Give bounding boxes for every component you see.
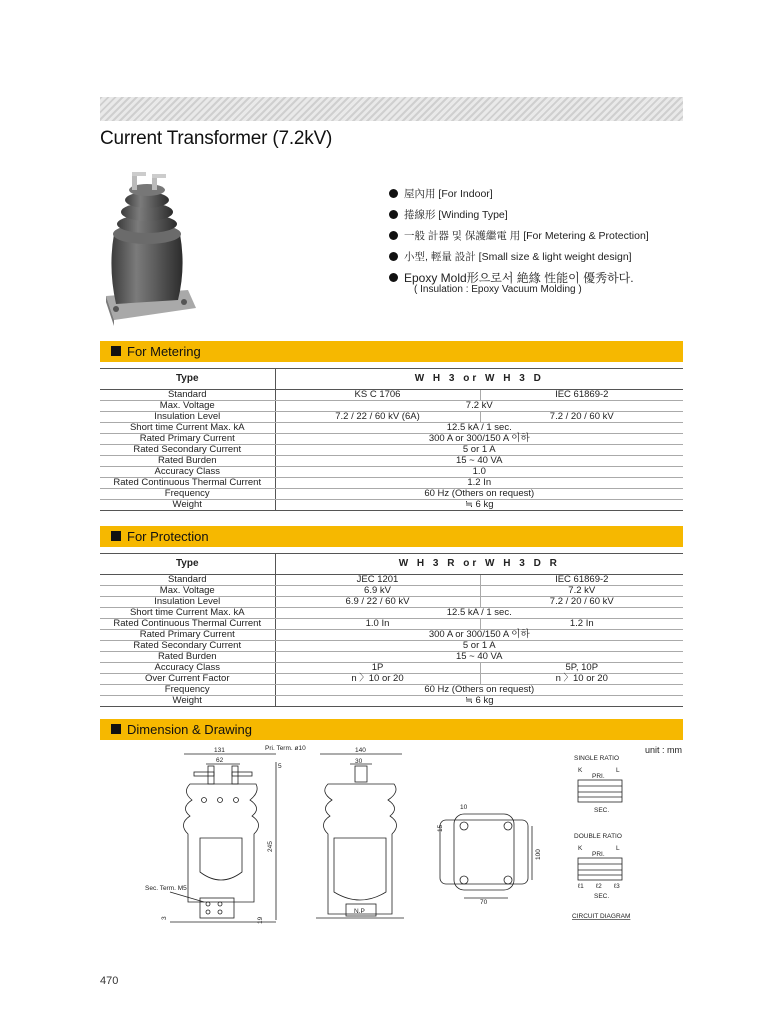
page-title: Current Transformer (7.2kV)	[100, 128, 333, 149]
table-row: Rated Secondary Current 5 or 1 A	[100, 445, 683, 456]
dim-label: 15	[437, 824, 444, 832]
dim-label: 245	[267, 841, 274, 852]
circuit-label: SEC.	[594, 807, 610, 814]
circuit-label: SEC.	[594, 893, 610, 900]
front-view	[145, 745, 306, 924]
table-row: Short time Current Max. kA 12.5 kA / 1 sec.	[100, 423, 683, 434]
table-row: Rated Primary Current 300 A or 300/150 A 이하	[100, 630, 683, 641]
table-row: Max. Voltage 6.9 kV 7.2 kV	[100, 586, 683, 597]
dim-label: 140	[355, 747, 366, 754]
square-bullet-icon	[111, 724, 121, 734]
section-heading-dimension: Dimension & Drawing	[100, 719, 683, 740]
dim-label: Sec. Term. M5	[145, 885, 187, 892]
table-row: Rated Continuous Thermal Current 1.0 In 1.2 In	[100, 619, 683, 630]
dim-label: 5	[278, 763, 282, 770]
circuit-label: ℓ2	[596, 883, 602, 890]
table-header-row: Type W H 3 R or W H 3 D R	[100, 554, 683, 575]
feature-item: 小型, 輕量 設計 [Small size & light weight design]	[388, 249, 649, 270]
table-row: Rated Burden 15 ~ 40 VA	[100, 456, 683, 467]
table-row: Rated Burden 15 ~ 40 VA	[100, 652, 683, 663]
circuit-label: DOUBLE RATIO	[574, 833, 622, 840]
nameplate-label: N.P	[354, 908, 365, 915]
circuit-label: ℓ1	[578, 883, 584, 890]
circuit-label: PRI.	[592, 851, 605, 858]
circuit-label: SINGLE RATIO	[574, 755, 620, 762]
table-row: Max. Voltage 7.2 kV	[100, 401, 683, 412]
table-header-row: Type W H 3 or W H 3 D	[100, 369, 683, 390]
circuit-label: L	[616, 767, 620, 774]
square-bullet-icon	[111, 346, 121, 356]
table-row: Weight ≒ 6 kg	[100, 696, 683, 707]
feature-item: 一般 計器 및 保護繼電 用 [For Metering & Protection]	[388, 228, 649, 249]
table-row: Insulation Level 7.2 / 22 / 60 kV (6A) 7.2 / 20 / 60 kV	[100, 412, 683, 423]
section-heading-metering: For Metering	[100, 341, 683, 362]
bottom-view	[437, 804, 542, 906]
feature-item: 屋內用 [For Indoor]	[388, 186, 649, 207]
table-row: Rated Secondary Current 5 or 1 A	[100, 641, 683, 652]
table-row: Rated Continuous Thermal Current 1.2 In	[100, 478, 683, 489]
side-view	[316, 747, 404, 918]
page-number: 470	[100, 975, 119, 987]
table-row: Over Current Factor n 〉10 or 20 n 〉10 or 20	[100, 674, 683, 685]
dim-label: 100	[535, 849, 542, 860]
table-row: Weight ≒ 6 kg	[100, 500, 683, 511]
table-row: Rated Primary Current 300 A or 300/150 A 이하	[100, 434, 683, 445]
circuit-title: CIRCUIT DIAGRAM	[572, 913, 631, 920]
dim-label: Pri. Term. ø10	[265, 745, 306, 752]
circuit-label: PRI.	[592, 773, 605, 780]
unit-label: unit : mm	[645, 745, 683, 755]
section-heading-protection: For Protection	[100, 526, 683, 547]
feature-note: ( Insulation : Epoxy Vacuum Molding )	[414, 284, 582, 295]
product-photo	[92, 168, 202, 330]
circuit-label: K	[578, 845, 583, 852]
feature-list	[388, 186, 649, 295]
feature-item: Epoxy Mold形으로서 絶緣 性能이 優秀하다.	[388, 270, 649, 291]
square-bullet-icon	[111, 531, 121, 541]
metering-spec-table	[100, 368, 683, 511]
table-row: Accuracy Class 1P 5P, 10P	[100, 663, 683, 674]
feature-item: 捲線形 [Winding Type]	[388, 207, 649, 228]
table-row: Short time Current Max. kA 12.5 kA / 1 sec.	[100, 608, 683, 619]
table-row: Insulation Level 6.9 / 22 / 60 kV 7.2 / 20 / 60 kV	[100, 597, 683, 608]
circuit-diagram	[572, 755, 630, 920]
circuit-label: K	[578, 767, 583, 774]
circuit-label: ℓ3	[614, 883, 620, 890]
dim-label: 62	[216, 757, 224, 764]
table-row: Frequency 60 Hz (Others on request)	[100, 685, 683, 696]
table-row: Accuracy Class 1.0	[100, 467, 683, 478]
dim-label: 131	[214, 747, 225, 754]
dim-label: 3	[161, 916, 168, 920]
table-row: Standard JEC 1201 IEC 61869-2	[100, 575, 683, 586]
protection-spec-table	[100, 553, 683, 707]
table-row: Frequency 60 Hz (Others on request)	[100, 489, 683, 500]
dim-label: 70	[480, 899, 488, 906]
circuit-label: L	[616, 845, 620, 852]
dim-label: 30	[355, 758, 363, 765]
header-hatch-band	[100, 97, 683, 121]
dimension-drawing	[100, 742, 690, 942]
dim-label: 10	[460, 804, 468, 811]
dim-label: 19	[257, 916, 264, 924]
table-row: Standard KS C 1706 IEC 61869-2	[100, 390, 683, 401]
